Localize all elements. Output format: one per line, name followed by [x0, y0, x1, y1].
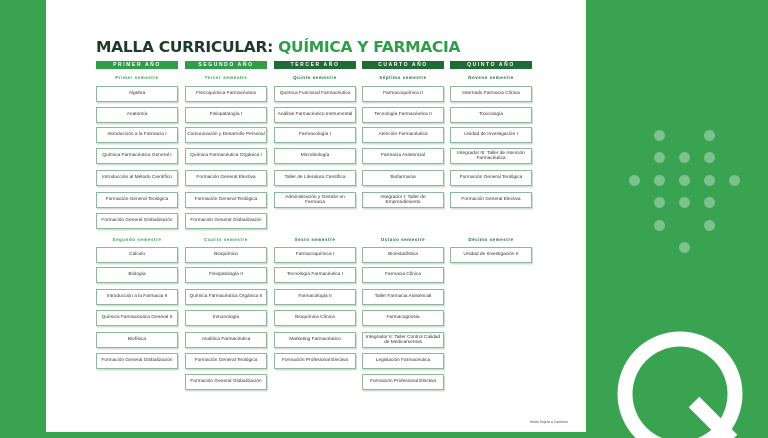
course-box[interactable]: Química Farmacéutica General II [96, 310, 178, 326]
course-box[interactable]: Unidad de Investigación I [450, 127, 532, 143]
year-header: CUARTO AÑO [362, 61, 444, 69]
course-box[interactable]: Álgebra [96, 86, 178, 102]
dot-icon [679, 197, 690, 208]
dot-icon [654, 152, 665, 163]
dot-icon [704, 220, 715, 231]
course-box[interactable]: Taller de Literatura Científica [274, 170, 356, 186]
semester-label: Segundo semestre [112, 237, 162, 242]
course-box[interactable]: Bioestadística [362, 247, 444, 263]
semester-label: Quinto semestre [293, 75, 337, 80]
course-box[interactable]: Formación General Globalización [185, 213, 267, 229]
course-box[interactable]: Toxicología [450, 107, 532, 123]
course-box[interactable]: Analítica Farmacéutica [185, 332, 267, 348]
course-box[interactable]: Fisicoquímica Farmacéutica [185, 86, 267, 102]
footer-note: Malla Sujeta a Cambios [530, 420, 568, 424]
course-box[interactable]: Formación General Electiva [450, 192, 532, 208]
dot-icon [654, 130, 665, 141]
semester-label: Sexto semestre [294, 237, 336, 242]
course-box[interactable]: Tecnología Farmacéutica II [362, 107, 444, 123]
course-box[interactable]: Biofarmacia [362, 170, 444, 186]
course-box[interactable]: Integrador III: Taller de Atención Farmacéutica [450, 148, 532, 164]
course-box[interactable]: Taller Farmacia Asistencial [362, 289, 444, 305]
course-box[interactable]: Química Funcional Farmacéutica [274, 86, 356, 102]
course-box[interactable]: Formación General Teológica [185, 353, 267, 369]
course-box[interactable]: Formación General Globalización [96, 213, 178, 229]
year-header: TERCER AÑO [274, 61, 356, 69]
course-box[interactable]: Atención Farmacéutica [362, 127, 444, 143]
course-box[interactable]: Química Farmacéutica General I [96, 148, 178, 164]
course-box[interactable]: Introducción al Método Científico [96, 170, 178, 186]
course-box[interactable]: Formación Profesional Electiva [274, 353, 356, 369]
dot-icon [654, 197, 665, 208]
year-header: SEGUNDO AÑO [185, 61, 267, 69]
course-box[interactable]: Introducción a la Farmacia II [96, 289, 178, 305]
course-box[interactable]: Biología [96, 267, 178, 283]
semester-label: Décimo semestre [468, 237, 514, 242]
course-box[interactable]: Cálculo [96, 247, 178, 263]
dot-icon [654, 175, 665, 186]
title-part-1: MALLA CURRICULAR: [96, 38, 274, 56]
course-box[interactable]: Marketing Farmacéutico [274, 332, 356, 348]
dot-icon [679, 242, 690, 253]
semester-label: Séptimo semestre [379, 75, 427, 80]
dot-icon [704, 175, 715, 186]
course-box[interactable]: Formación General Globalización [185, 374, 267, 390]
course-box[interactable]: Farmacognosia [362, 310, 444, 326]
course-box[interactable]: Tecnología Farmacéutica I [274, 267, 356, 283]
course-box[interactable]: Farmacia Clínica [362, 267, 444, 283]
course-box[interactable]: Análisis Farmacéutico Instrumental [274, 107, 356, 123]
year-header: PRIMER AÑO [96, 61, 178, 69]
course-box[interactable]: Formación General Globalización [96, 353, 178, 369]
course-box[interactable]: Farmacia Asistencial [362, 148, 444, 164]
dot-icon [629, 175, 640, 186]
dot-icon [704, 152, 715, 163]
course-box[interactable]: Bioquímica [185, 247, 267, 263]
course-box[interactable]: Farmacología I [274, 127, 356, 143]
course-box[interactable]: Química Farmacéutica Orgánica II [185, 289, 267, 305]
semester-label: Tercer semestre [204, 75, 248, 80]
q-logo-icon [610, 318, 760, 438]
course-box[interactable]: Formación Profesional Electiva [362, 374, 444, 390]
page-title [96, 38, 460, 56]
course-box[interactable]: Integrador I: Taller de Emprendimiento [362, 192, 444, 208]
semester-label: Primer semestre [115, 75, 159, 80]
course-box[interactable]: Internado Farmacia Clínica [450, 86, 532, 102]
dot-icon [654, 220, 665, 231]
course-box[interactable]: Inmunología [185, 310, 267, 326]
dot-icon [729, 175, 740, 186]
course-box[interactable]: Formación General Teológica [450, 170, 532, 186]
course-box[interactable]: Anatomía [96, 107, 178, 123]
course-box[interactable]: Farmacoquímica I [274, 247, 356, 263]
course-box[interactable]: Unidad de Investigación II [450, 247, 532, 263]
title-part-2: QUÍMICA Y FARMACIA [278, 38, 461, 56]
semester-label: Noveno semestre [468, 75, 514, 80]
dot-icon [704, 197, 715, 208]
year-header: QUINTO AÑO [450, 61, 532, 69]
course-box[interactable]: Química Farmacéutica Orgánica I [185, 148, 267, 164]
dot-icon [679, 152, 690, 163]
course-box[interactable]: Fisiopatología I [185, 107, 267, 123]
course-box[interactable]: Farmacoquímica II [362, 86, 444, 102]
course-box[interactable]: Legislación Farmacéutica [362, 353, 444, 369]
course-box[interactable]: Biofísica [96, 332, 178, 348]
course-box[interactable]: Formación General Electiva [185, 170, 267, 186]
semester-label: Cuarto semestre [204, 237, 248, 242]
semester-label: Octavo semestre [380, 237, 426, 242]
course-box[interactable]: Administración y Gestión en Farmacia [274, 192, 356, 208]
dot-icon [679, 175, 690, 186]
course-box[interactable]: Bioquímica Clínica [274, 310, 356, 326]
course-box[interactable]: Integrador II: Taller Control Calidad de Medicamentos [362, 332, 444, 348]
course-box[interactable]: Formación General Teológica [185, 192, 267, 208]
course-box[interactable]: Introducción a la Farmacia I [96, 127, 178, 143]
dot-icon [704, 130, 715, 141]
course-box[interactable]: Comunicación y Desarrollo Personal [185, 127, 267, 143]
course-box[interactable]: Formación General Teológica [96, 192, 178, 208]
course-box[interactable]: Farmacología II [274, 289, 356, 305]
course-box[interactable]: Fisiopatología II [185, 267, 267, 283]
course-box[interactable]: Microbiología [274, 148, 356, 164]
